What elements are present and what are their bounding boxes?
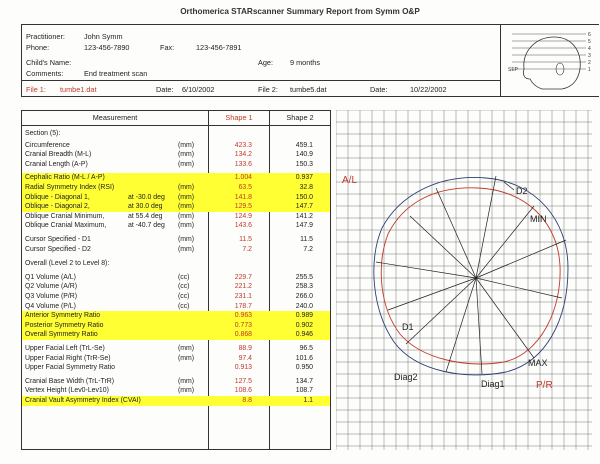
header-mid-rule	[21, 80, 501, 81]
row-shape2-value: 0.989	[295, 312, 313, 320]
row-shape2-value: 96.5	[299, 345, 313, 352]
row-shape1-value: 134.2	[234, 151, 252, 159]
file2-value: tumbe5.dat	[290, 85, 327, 94]
row-shape1-value: 8.8	[242, 397, 252, 404]
table-row	[22, 354, 330, 364]
al-label: A/L	[342, 175, 358, 186]
table-row	[22, 292, 330, 302]
phone-label: Phone:	[26, 43, 50, 52]
table-row	[22, 377, 330, 387]
row-shape1-value: 129.5	[234, 203, 252, 211]
row-label: Oblique - Diagonal 2,	[25, 203, 90, 211]
row-shape2-value: 459.1	[295, 141, 313, 149]
date1-value: 6/10/2002	[182, 85, 215, 94]
row-shape1-value: 124.9	[234, 212, 252, 220]
row-shape1-value: 0.913	[234, 364, 252, 372]
col-header-shape2: Shape 2	[286, 113, 314, 122]
table-row	[22, 396, 330, 406]
row-label: Q3 Volume (P/R)	[25, 293, 78, 300]
phone-value: 123-456-7890	[84, 43, 130, 52]
table-row	[22, 235, 330, 245]
row-shape1-value: 133.6	[234, 160, 252, 168]
row-shape2-value: 11.5	[300, 236, 313, 243]
child-name-label: Child's Name:	[26, 58, 72, 67]
row-shape2-value: 0.946	[295, 331, 313, 339]
header-underline	[22, 125, 330, 126]
row-shape2-value: 147.7	[295, 203, 313, 211]
row-shape2-value: 108.7	[295, 387, 313, 395]
row-unit: (cc)	[178, 273, 190, 281]
level-label: 6	[588, 32, 591, 38]
row-label: Cursor Specified - D1	[25, 236, 91, 243]
table-row	[22, 183, 330, 193]
row-label: Circumference	[25, 141, 70, 149]
row-label: Section (5):	[25, 130, 61, 137]
table-row	[22, 330, 330, 340]
row-shape2-value: 258.3	[295, 283, 313, 291]
shape2-outline	[374, 177, 568, 374]
row-unit: (cc)	[178, 302, 190, 310]
row-shape2-value: 141.2	[295, 212, 313, 220]
file1-value: tumbe1.dat	[60, 85, 97, 94]
table-row	[22, 160, 330, 170]
row-label: Q2 Volume (A/R)	[25, 283, 78, 291]
pr-label: P/R	[536, 380, 553, 391]
max-label: MAX	[528, 358, 548, 368]
comments-value: End treatment scan	[84, 69, 148, 78]
row-shape2-value: 0.902	[295, 321, 313, 329]
row-shape2-value: 240.0	[295, 302, 313, 310]
row-unit: (mm)	[178, 222, 195, 230]
row-shape1-value: 0.773	[234, 321, 252, 329]
row-shape1-value: 143.6	[234, 222, 252, 230]
table-row	[22, 193, 330, 203]
row-unit: (mm)	[178, 203, 195, 211]
row-shape1-value: 97.4	[238, 354, 252, 362]
row-shape2-value: 32.8	[299, 184, 313, 191]
table-row	[22, 259, 330, 269]
table-row	[22, 212, 330, 222]
row-label: Overall (Level 2 to Level 8):	[25, 260, 110, 268]
row-shape1-value: 423.3	[234, 141, 252, 149]
row-unit: (mm)	[178, 160, 195, 168]
row-shape2-value: 0.950	[295, 364, 313, 372]
d1-label: D1	[402, 322, 414, 332]
d2-label: D2	[516, 186, 528, 196]
row-unit: (mm)	[178, 345, 195, 352]
row-label: Anterior Symmetry Ratio	[25, 312, 101, 320]
row-shape2-value: 266.0	[295, 293, 313, 300]
table-row	[22, 150, 330, 160]
row-unit: (mm)	[178, 387, 195, 395]
level-label: 3	[588, 53, 591, 59]
table-row	[22, 344, 330, 354]
row-shape1-value: 7.2	[242, 245, 252, 253]
row-shape2-value: 147.9	[295, 222, 313, 230]
table-row	[22, 141, 330, 151]
date1-label: Date:	[156, 85, 174, 94]
row-label: Cursor Specified - D2	[25, 245, 91, 253]
practitioner-value: John Symm	[84, 32, 123, 41]
row-shape1-value: 63.5	[238, 184, 252, 191]
row-label: Q1 Volume (A/L)	[25, 273, 76, 281]
row-unit: (mm)	[178, 184, 195, 191]
fax-value: 123-456-7891	[196, 43, 242, 52]
row-label: Upper Facial Right (TrR-Se)	[25, 354, 111, 362]
table-row	[22, 202, 330, 212]
table-row	[22, 282, 330, 292]
min-label: MIN	[530, 214, 547, 224]
row-shape1-value: 178.7	[234, 302, 252, 310]
age-label: Age:	[258, 58, 274, 67]
table-row	[22, 302, 330, 312]
table-row	[22, 321, 330, 331]
row-unit: (mm)	[178, 193, 195, 201]
head-level-icon	[502, 25, 598, 95]
shape-overlay-diagram	[336, 110, 592, 450]
row-shape2-value: 140.9	[295, 151, 313, 159]
row-label: Cranial Vault Asymmetry Index (CVAI)	[25, 397, 141, 404]
row-label: Cranial Breadth (M-L)	[25, 151, 92, 159]
file2-label: File 2:	[258, 85, 278, 94]
diag1-label: Diag1	[481, 379, 505, 389]
row-shape2-value: 255.5	[295, 273, 313, 281]
row-label: Cranial Length (A-P)	[25, 160, 88, 168]
row-shape1-value: 229.7	[234, 273, 252, 281]
row-unit: (mm)	[178, 354, 195, 362]
row-unit: (cc)	[178, 283, 190, 291]
row-shape1-value: 231.1	[234, 293, 252, 300]
radial-line	[476, 278, 562, 298]
row-label: Upper Facial Symmetry Ratio	[25, 364, 115, 372]
level-label: 1	[588, 67, 591, 73]
row-label: Cranial Base Width (TrL-TrR)	[25, 377, 115, 385]
row-unit: (mm)	[178, 236, 195, 243]
level-label: SEP	[508, 67, 519, 73]
row-label: Oblique - Diagonal 1,	[25, 193, 90, 201]
col-header-shape1: Shape 1	[225, 113, 253, 122]
row-shape1-value: 88.9	[238, 345, 252, 352]
row-label: Overall Symmetry Ratio	[25, 331, 98, 339]
row-unit: (cc)	[178, 293, 190, 300]
row-label: Vertex Height (Lev0-Lev10)	[25, 387, 109, 395]
row-label: Upper Facial Left (TrL-Se)	[25, 345, 105, 352]
report-title: Orthomerica STARscanner Summary Report from Symm O&P	[180, 7, 420, 16]
row-shape2-value: 101.6	[295, 354, 313, 362]
row-label: Cephalic Ratio (M-L / A-P)	[25, 174, 105, 182]
table-row	[22, 363, 330, 373]
table-row	[22, 311, 330, 321]
row-shape1-value: 0.963	[234, 312, 252, 320]
row-label: Q4 Volume (P/L)	[25, 302, 76, 310]
row-angle: at 55.4 deg	[128, 212, 163, 220]
row-shape2-value: 7.2	[303, 245, 313, 253]
level-label: 5	[588, 39, 591, 45]
date2-label: Date:	[370, 85, 388, 94]
table-row	[22, 221, 330, 231]
head-outline	[523, 37, 580, 89]
measurement-table	[21, 110, 331, 450]
radial-line	[376, 262, 476, 278]
comments-label: Comments:	[26, 69, 64, 78]
file1-label: File 1:	[26, 85, 46, 94]
header-icon-rule	[500, 24, 501, 96]
row-label: Oblique Cranial Minimum,	[25, 212, 105, 220]
row-unit: (mm)	[178, 245, 195, 253]
row-angle: at 30.0 deg	[128, 203, 163, 211]
radial-line	[476, 240, 566, 278]
table-row	[22, 273, 330, 283]
row-label: Radial Symmetry Index (RSI)	[25, 184, 115, 191]
practitioner-label: Practitioner:	[26, 32, 65, 41]
age-value: 9 months	[290, 58, 321, 67]
row-shape2-value: 0.937	[295, 174, 313, 182]
row-shape1-value: 11.5	[239, 236, 252, 243]
row-shape1-value: 108.6	[234, 387, 252, 395]
row-angle: at -40.7 deg	[128, 222, 165, 230]
row-angle: at -30.0 deg	[128, 193, 165, 201]
row-unit: (mm)	[178, 377, 195, 385]
table-row	[22, 386, 330, 396]
row-shape2-value: 134.7	[295, 377, 313, 385]
row-shape1-value: 1.004	[234, 174, 252, 182]
row-shape2-value: 150.0	[295, 193, 313, 201]
col-header-measurement: Measurement	[92, 113, 138, 122]
row-unit: (mm)	[178, 212, 195, 220]
level-label: 2	[588, 60, 591, 66]
diag2-label: Diag2	[394, 372, 418, 382]
table-row	[22, 129, 330, 139]
header-left-rule	[21, 24, 22, 96]
table-row	[22, 173, 330, 183]
row-label: Oblique Cranial Maximum,	[25, 222, 107, 230]
row-shape1-value: 141.8	[234, 193, 252, 201]
fax-label: Fax:	[160, 43, 175, 52]
row-shape2-value: 1.1	[303, 397, 313, 404]
row-unit: (mm)	[178, 141, 195, 149]
radial-line	[476, 176, 496, 278]
header-bottom-rule	[21, 96, 599, 97]
row-label: Posterior Symmetry Ratio	[25, 321, 104, 329]
row-shape2-value: 150.3	[295, 160, 313, 168]
table-row	[22, 245, 330, 255]
row-shape1-value: 0.868	[234, 331, 252, 339]
row-shape1-value: 221.2	[234, 283, 252, 291]
row-unit: (mm)	[178, 151, 195, 159]
level-label: 4	[588, 46, 591, 52]
date2-value: 10/22/2002	[410, 85, 447, 94]
row-shape1-value: 127.5	[234, 377, 252, 385]
